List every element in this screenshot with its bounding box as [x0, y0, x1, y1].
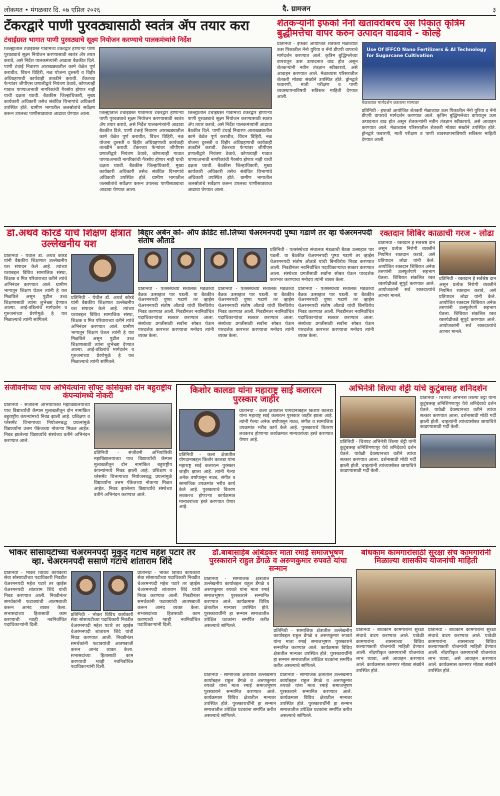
article-body-cont: प्रतिनिधी - सामाजिक क्षेत्रातील उल्लेखनीय कार्याबद्दल राहुल डेंगळे व अरुणकुमार रुपवते यांना माता रमाई समाजभूषण पुरस्काराने सन्मानित करण्यात आले. कार्यक्रमास विविध क्षेत्रातील मान्यवर उपस्थित होते. पुरस्कारार्थींनी हा सन्मान समाजातील उपेक्षित घटकांना समर्पित करीत असल्याचे सांगितले. — [273, 628, 352, 669]
person-photo — [71, 254, 134, 294]
article-body-cont: प्रतिनिधी - चित्रपट अभिनेत्री शिल्पा शेट्टी यांनी कुटुंबासह शनिशिंगणापूर येथे शनिदेवाचे दर्शन घेतले. यावेळी देवस्थानच्या वतीने त्यांचा सत्कार करण्यात आला. दर्शनासाठी मोठी गर्दी झाली होती. चाहत्यांनी त्यांच्यासोबत छायाचित्रे काढण्यासाठी गर्दी केली. — [340, 440, 416, 475]
article-body-cont: प्रतिनिधी - पतसंस्थेच्या संचालक मंडळाची बैठक उत्साहात पार पडली. या बैठकीत चेअरमनपदी पुष्पा गडाणे तर व्हाईस चेअरमनपदी संतोष औताडे यांची बिनविरोध निवड करण्यात आली. निवडीनंतर नवनिर्वाचित पदाधिकाऱ्यांचा सत्कार करण्यात आला. संस्थेच्या प्रगतीसाठी सर्वांना सोबत घेऊन पारदर्शक कारभार करण्याचा मनोदय त्यांनी व्यक्त केला. — [298, 286, 374, 339]
article-body-cont: प्रतिनिधी - संजीवनी अभियांत्रिकी महाविद्यालयाच्या पाच विद्यार्थ्यांची कॅम्पस मुलाखतीतून दोन नामांकित बहुराष्ट्रीय कंपन्यांमध्ये निवड झाली आहे. प्रशिक्षण व प्लेसमेंट विभागाच्या नियोजनबद्ध प्रयत्नांमुळे विद्यार्थ्यांना उत्तम पॅकेजच्या नोकऱ्या मिळत आहेत. निवड झालेल्या विद्यार्थ्यांचे संस्थेच्या वतीने अभिनंदन करण्यात आले. — [93, 451, 172, 498]
article-headline: शेतकऱ्यांनी इफको नॅनो खतावरोबरच उस पिकात कृत्रिम बुद्धीमत्तेचा वापर करुन उत्पादन वाढवावे - कोल्हे — [277, 19, 465, 40]
article-shilpa-shetty — [340, 384, 496, 544]
banner-text: Use Of IFFCO Nano Fertilizers & AI Technology for Sugarcane Cultivation — [366, 48, 487, 59]
article-dr-atharva — [4, 229, 134, 379]
chairman-photo — [138, 248, 168, 282]
article-body: प्रतिनिधी - चित्रपट अभिनेत्री शिल्पा शेट्टी यांनी कुटुंबासह शनिशिंगणापूर येथे शनिदेवाचे दर्शन घेतले. यावेळी देवस्थानच्या वतीने त्यांचा सत्कार करण्यात आला. दर्शनासाठी मोठी गर्दी झाली होती. चाहत्यांनी त्यांच्यासोबत छायाचित्रे काढण्यासाठी गर्दी केली. — [420, 396, 496, 431]
article-headline: डॉ.बाबासाहेब आंबेडकर माता रमाई समाजभूषण पुरस्काराने राहुल डेंगळे व अरुणकुमार रुपवते यांचा सन्मान — [209, 549, 347, 574]
article-headline: अभिनेत्री शिल्पा शेट्टी यांचे कुटुंबासह शनिदर्शन — [348, 384, 488, 393]
article-body-cont: जिल्ह्यातील टंचाईग्रस्त गावांमध्ये टँकरद्वारे होणाऱ्या पाणी पुरवठ्याचे सूक्ष्म नियोजन करण्यासाठी स्वतंत्र ॲप तयार करावे, असे निर्देश पालकमंत्र्यांनी आढावा बैठकीत दिले. पाणी टंचाई निवारण आराखड्यातील कामे वेळेत पूर्ण करावीत, विंधन विहिरी, नळ योजना दुरुस्ती व विहीर अधिग्रहणाची कार्यवाही तातडीने करावी. टँकरच्या फेऱ्यांवर जीपीएस प्रणालीद्वारे नियंत्रण ठेवावे, कोणत्याही गावात पाण्याअभावी नागरिकांची गैरसोय होणार नाही याची दक्षता घ्यावी. बैठकीस जिल्हाधिकारी, मुख्य कार्यकारी अधिकारी तसेच संबंधित विभागांचे अधिकारी उपस्थित होते. ग्रामीण भागातील जलस्रोतांचे सर्वेक्षण करून उपलब्ध पाणीसाठ्याचा आढावा घेण्यात आला. — [99, 111, 184, 193]
article-body: प्रतिनिधी - रक्तदान हे सर्वश्रेष्ठ दान असून प्रत्येक निरोगी व्यक्तीने नियमित रक्तदान करावे, असे प्रतिपादन लोढा यांनी केले. आयोजित रक्तदान शिबिरात अनेक तरुणांनी उत्स्फूर्तपणे सहभाग घेतला. शिबिरात संकलित रक्त रक्तपेढीकडे सुपूर्द करण्यात आले. आयोजकांनी सर्व रक्तदात्यांचे आभार मानले. — [378, 241, 435, 299]
article-body: प्रतिनिधी - इफको आयोजित शेतकरी मेळाव्यात ऊस पिकातील नॅनो युरिया व नॅनो डीएपी वापराचे मार्गदर्शन करण्यात आले. कृत्रिम बुद्धिमत्तेच्या वापरातून ऊस उत्पादनात वाढ होत असून शेतकऱ्यांनी नवीन तंत्रज्ञान स्वीकारावे, असे आवाहन करण्यात आले. मेळाव्यास परिसरातील शेतकरी मोठ्या संख्येने उपस्थित होते. ड्रोनद्वारे फवारणी, माती परीक्षण व पाणी व्यवस्थापनाविषयी सविस्तर माहिती देण्यात आली. — [277, 42, 358, 101]
article-sanjivani — [4, 384, 172, 544]
article-body: जिल्ह्यातील टंचाईग्रस्त गावांमध्ये टँकरद्वारे होणाऱ्या पाणी पुरवठ्याचे सूक्ष्म नियोजन करण्यासाठी स्वतंत्र ॲप तयार करावे, असे निर्देश पालकमंत्र्यांनी आढावा बैठकीत दिले. पाणी टंचाई निवारण आराखड्यातील कामे वेळेत पूर्ण करावीत, विंधन विहिरी, नळ योजना दुरुस्ती व विहीर अधिग्रहणाची कार्यवाही तातडीने करावी. टँकरच्या फेऱ्यांवर जीपीएस प्रणालीद्वारे नियंत्रण ठेवावे, कोणत्याही गावात पाण्याअभावी नागरिकांची गैरसोय होणार नाही याची दक्षता घ्यावी. बैठकीस जिल्हाधिकारी, मुख्य कार्यकारी अधिकारी तसेच संबंधित विभागांचे अधिकारी उपस्थित होते. ग्रामीण भागातील जलस्रोतांचे सर्वेक्षण करून उपलब्ध पाणीसाठ्याचा आढावा घेण्यात आला. — [4, 47, 96, 117]
blood-camp-photo — [439, 241, 496, 275]
article-body-cont: प्रतिनिधी - सामाजिक क्षेत्रातील उल्लेखनीय कार्याबद्दल राहुल डेंगळे व अरुणकुमार रुपवते यांना माता रमाई समाजभूषण पुरस्काराने सन्मानित करण्यात आले. कार्यक्रमास विविध क्षेत्रातील मान्यवर उपस्थित होते. पुरस्कारार्थींनी हा सन्मान समाजातील उपेक्षित घटकांना समर्पित करीत असल्याचे सांगितले. — [280, 672, 352, 719]
article-body-cont: जिल्ह्यातील टंचाईग्रस्त गावांमध्ये टँकरद्वारे होणाऱ्या पाणी पुरवठ्याचे सूक्ष्म नियोजन करण्यासाठी स्वतंत्र ॲप तयार करावे, असे निर्देश पालकमंत्र्यांनी आढावा बैठकीत दिले. पाणी टंचाई निवारण आराखड्यातील कामे वेळेत पूर्ण करावीत, विंधन विहिरी, नळ योजना दुरुस्ती व विहीर अधिग्रहणाची कार्यवाही तातडीने करावी. टँकरच्या फेऱ्यांवर जीपीएस प्रणालीद्वारे नियंत्रण ठेवावे, कोणत्याही गावात पाण्याअभावी नागरिकांची गैरसोय होणार नाही याची दक्षता घ्यावी. बैठकीस जिल्हाधिकारी, मुख्य कार्यकारी अधिकारी तसेच संबंधित विभागांचे अधिकारी उपस्थित होते. ग्रामीण भागातील जलस्रोतांचे सर्वेक्षण करून उपलब्ध पाणीसाठ्याचा आढावा घेण्यात आला. — [187, 111, 272, 193]
vice-chairman-photo — [171, 248, 201, 282]
article-body-cont: प्रतिनिधी - सामाजिक क्षेत्रातील उल्लेखनीय कार्याबद्दल राहुल डेंगळे व अरुणकुमार रुपवते यांना माता रमाई समाजभूषण पुरस्काराने सन्मानित करण्यात आले. कार्यक्रमास विविध क्षेत्रातील मान्यवर उपस्थित होते. पुरस्कारार्थींनी हा सन्मान समाजातील उपेक्षित घटकांना समर्पित करीत असल्याचे सांगितले. — [204, 672, 276, 719]
vice-chairman-photo — [103, 571, 133, 611]
article-samaj-bhushan — [204, 549, 352, 792]
article-body: प्रतिनिधी - संजीवनी अभियांत्रिकी महाविद्यालयाच्या पाच विद्यार्थ्यांची कॅम्पस मुलाखतीतून दोन नामांकित बहुराष्ट्रीय कंपन्यांमध्ये निवड झाली आहे. प्रशिक्षण व प्लेसमेंट विभागाच्या नियोजनबद्ध प्रयत्नांमुळे विद्यार्थ्यांना उत्तम पॅकेजच्या नोकऱ्या मिळत आहेत. निवड झालेल्या विद्यार्थ्यांचे संस्थेच्या वतीने अभिनंदन करण्यात आले. — [4, 403, 90, 444]
darshan-photo — [340, 396, 416, 438]
article-body-cont: प्रतिनिधी - कला क्षेत्रातील योगदानाबद्दल किशोर कालडा यांना महाराष्ट्र साई कलारत्न पुरस्कार जाहीर झाला आहे. त्यांनी गेल्या अनेक वर्षांपासून नाट्य, संगीत व सामाजिक उपक्रमांत भरीव कार्य केले आहे. पुरस्काराचे वितरण लवकरच होणाऱ्या कार्यक्रमात मान्यवरांच्या हस्ते करण्यात येणार आहे. — [179, 452, 236, 511]
article-body-cont: प्रतिनिधी - भोकर विविध कार्यकारी सेवा सोसायटीच्या पदाधिकारी निवडीत चेअरमनपदी महेश पटारे तर व्हाईस चेअरमनपदी शांताराम शिंदे यांची निवड करण्यात आली. निवडीनंतर समर्थकांनी फटाक्यांची आतषबाजी करून आनंद व्यक्त केला. सभासदांच्या हितासाठी काम करण्याची ग्वाही नवनिर्वाचित पदाधिकाऱ्यांनी दिली. — [137, 570, 200, 629]
article-body-cont: प्रतिनिधी - भोकर विविध कार्यकारी सेवा सोसायटीच्या पदाधिकारी निवडीत चेअरमनपदी महेश पटारे तर व्हाईस चेअरमनपदी शांताराम शिंदे यांची निवड करण्यात आली. निवडीनंतर समर्थकांनी फटाक्यांची आतषबाजी करून आनंद व्यक्त केला. सभासदांच्या हितासाठी काम करण्याची ग्वाही नवनिर्वाचित पदाधिकाऱ्यांनी दिली. — [70, 612, 134, 671]
folio-masthead: दै. ग्रामजन — [282, 4, 311, 13]
article-body-cont: प्रतिनिधी - इफको आयोजित शेतकरी मेळाव्यात ऊस पिकातील नॅनो युरिया व नॅनो डीएपी वापराचे मार्गदर्शन करण्यात आले. कृत्रिम बुद्धिमत्तेच्या वापरातून ऊस उत्पादनात वाढ होत असून शेतकऱ्यांनी नवीन तंत्रज्ञान स्वीकारावे, असे आवाहन करण्यात आले. मेळाव्यास परिसरातील शेतकरी मोठ्या संख्येने उपस्थित होते. ड्रोनद्वारे फवारणी, माती परीक्षण व पाणी व्यवस्थापनाविषयी सविस्तर माहिती देण्यात आली. — [361, 108, 496, 143]
article-construction-workers — [356, 549, 496, 792]
workers-photo — [356, 569, 496, 625]
article-headline: बांधकाम कामगारांसाठी सुरक्षा संच कामगारांनी मिळाल्या शासकीय योजनांची माहिती — [361, 549, 491, 566]
temple-photo — [420, 434, 496, 468]
article-body-cont: प्रतिनिधी - पतसंस्थेच्या संचालक मंडळाची बैठक उत्साहात पार पडली. या बैठकीत चेअरमनपदी पुष्पा गडाणे तर व्हाईस चेअरमनपदी संतोष औताडे यांची बिनविरोध निवड करण्यात आली. निवडीनंतर नवनिर्वाचित पदाधिकाऱ्यांचा सत्कार करण्यात आला. संस्थेच्या प्रगतीसाठी सर्वांना सोबत घेऊन पारदर्शक कारभार करण्याचा मनोदय त्यांनी व्यक्त केला. — [138, 286, 214, 339]
member-photo — [237, 248, 267, 282]
article-blood-donation — [378, 229, 496, 379]
member-photo — [204, 248, 234, 282]
article-body: प्रतिनिधी - येथील डॉ. अथर्व कोरडे यांनी वैद्यकीय शिक्षणात उल्लेखनीय यश संपादन केले आहे. त्यांच्या यशाबद्दल विविध सामाजिक संस्था, शिक्षक व मित्र परिवाराच्या वतीने त्यांचे अभिनंदन करण्यात आले. ग्रामीण भागातून शिक्षण घेऊन त्यांनी हे यश मिळविले असून पुढील उच्च शिक्षणासाठी त्यांना शुभेच्छा देण्यात आल्या. आई-वडिलांचे मार्गदर्शन व गुरुजनांच्या प्रेरणेमुळे हे यश मिळाल्याचे त्यांनी सांगितले. — [4, 253, 67, 324]
chairman-photo — [71, 571, 101, 611]
article-body: प्रतिनिधी - सामाजिक क्षेत्रातील उल्लेखनीय कार्याबद्दल राहुल डेंगळे व अरुणकुमार रुपवते यांना माता रमाई समाजभूषण पुरस्काराने सन्मानित करण्यात आले. कार्यक्रमास विविध क्षेत्रातील मान्यवर उपस्थित होते. पुरस्कारार्थींनी हा सन्मान समाजातील उपेक्षित घटकांना समर्पित करीत असल्याचे सांगितले. — [204, 576, 270, 629]
article-body-cont: प्रतिनिधी - बांधकाम कामगारांना सुरक्षा संचाचे वाटप करण्यात आले. यावेळी कामगारांना शासनाच्या विविध कल्याणकारी योजनांची माहिती देण्यात आली. नोंदणीकृत कामगारांनी योजनांचा लाभ घ्यावा, असे आवाहन करण्यात आले. कार्यक्रमास कामगार मोठ्या संख्येने उपस्थित होते. — [428, 627, 496, 674]
article-body: प्रतिनिधी - कला क्षेत्रातील योगदानाबद्दल किशोर कालडा यांना महाराष्ट्र साई कलारत्न पुरस्कार जाहीर झाला आहे. त्यांनी गेल्या अनेक वर्षांपासून नाट्य, संगीत व सामाजिक उपक्रमांत भरीव कार्य केले आहे. पुरस्काराचे वितरण लवकरच होणाऱ्या कार्यक्रमात मान्यवरांच्या हस्ते करण्यात येणार आहे. — [239, 408, 333, 443]
article-headline: संजीवनीच्या पाच अभियंत्यांना सॉफ्ट कोर्सयुक्ते दोन बहुराष्ट्रीय कंपन्यांमध्ये नोकरी — [4, 384, 172, 401]
iffco-event-photo — [362, 42, 496, 100]
article-bhokar-society — [4, 549, 200, 792]
article-iffco-nano — [277, 19, 496, 224]
folio-page-number: ३ — [492, 5, 496, 14]
article-body: प्रतिनिधी - भोकर विविध कार्यकारी सेवा सोसायटीच्या पदाधिकारी निवडीत चेअरमनपदी महेश पटारे तर व्हाईस चेअरमनपदी शांताराम शिंदे यांची निवड करण्यात आली. निवडीनंतर समर्थकांनी फटाक्यांची आतषबाजी करून आनंद व्यक्त केला. सभासदांच्या हितासाठी काम करण्याची ग्वाही नवनिर्वाचित पदाधिकाऱ्यांनी दिली. — [4, 570, 67, 629]
students-photo — [94, 403, 172, 449]
article-body-cont: प्रतिनिधी - पतसंस्थेच्या संचालक मंडळाची बैठक उत्साहात पार पडली. या बैठकीत चेअरमनपदी पुष्पा गडाणे तर व्हाईस चेअरमनपदी संतोष औताडे यांची बिनविरोध निवड करण्यात आली. निवडीनंतर नवनिर्वाचित पदाधिकाऱ्यांचा सत्कार करण्यात आला. संस्थेच्या प्रगतीसाठी सर्वांना सोबत घेऊन पारदर्शक कारभार करण्याचा मनोदय त्यांनी व्यक्त केला. — [218, 286, 294, 339]
award-ceremony-photo — [273, 577, 352, 627]
article-kishor-kalda — [176, 384, 336, 544]
article-headline: रक्तदान शिबिर काळाची गरज - लोढा — [380, 229, 494, 238]
folio-date: लोकमत • मंगळवार दि. ०७ एप्रिल २०२६ — [4, 5, 101, 14]
article-body-cont: प्रतिनिधी - रक्तदान हे सर्वश्रेष्ठ दान असून प्रत्येक निरोगी व्यक्तीने नियमित रक्तदान करावे, असे प्रतिपादन लोढा यांनी केले. आयोजित रक्तदान शिबिरात अनेक तरुणांनी उत्स्फूर्तपणे सहभाग घेतला. शिबिरात संकलित रक्त रक्तपेढीकडे सुपूर्द करण्यात आले. आयोजकांनी सर्व रक्तदात्यांचे आभार मानले. — [439, 277, 496, 335]
article-body: प्रतिनिधी - पतसंस्थेच्या संचालक मंडळाची बैठक उत्साहात पार पडली. या बैठकीत चेअरमनपदी पुष्पा गडाणे तर व्हाईस चेअरमनपदी संतोष औताडे यांची बिनविरोध निवड करण्यात आली. निवडीनंतर नवनिर्वाचित पदाधिकाऱ्यांचा सत्कार करण्यात आला. संस्थेच्या प्रगतीसाठी सर्वांना सोबत घेऊन पारदर्शक कारभार करण्याचा मनोदय त्यांनी व्यक्त केला. — [270, 248, 374, 283]
article-headline: बिहार अर्बन को- ऑप क्रेडिट सो.लिच्या चेअरमनपदी पुष्पा गडाणे तर व्हा चेअरमनपदी संतोष औताडे — [138, 229, 373, 246]
article-tanker-app — [4, 19, 272, 224]
article-credit-society — [138, 229, 374, 379]
article-body-cont: प्रतिनिधी - येथील डॉ. अथर्व कोरडे यांनी वैद्यकीय शिक्षणात उल्लेखनीय यश संपादन केले आहे. त्यांच्या यशाबद्दल विविध सामाजिक संस्था, शिक्षक व मित्र परिवाराच्या वतीने त्यांचे अभिनंदन करण्यात आले. ग्रामीण भागातून शिक्षण घेऊन त्यांनी हे यश मिळविले असून पुढील उच्च शिक्षणासाठी त्यांना शुभेच्छा देण्यात आल्या. आई-वडिलांचे मार्गदर्शन व गुरुजनांच्या प्रेरणेमुळे हे यश मिळाल्याचे त्यांनी सांगितले. — [71, 295, 134, 366]
article-headline: किशोर कालडा यांना महाराष्ट्र साई कलारत्न पुरस्कार जाहीर — [190, 386, 322, 406]
article-body: प्रतिनिधी - बांधकाम कामगारांना सुरक्षा संचाचे वाटप करण्यात आले. यावेळी कामगारांना शासनाच्या विविध कल्याणकारी योजनांची माहिती देण्यात आली. नोंदणीकृत कामगारांनी योजनांचा लाभ घ्यावा, असे आवाहन करण्यात आले. कार्यक्रमास कामगार मोठ्या संख्येने उपस्थित होते. — [356, 627, 424, 674]
article-subhead: टंचाईग्रस्त भागात पाणी पुरवठ्याचे सूक्ष्म नियोजन करण्याचे पालकमंत्र्यांचे निर्देश — [4, 35, 192, 44]
awardee-photo — [179, 409, 235, 451]
meeting-photo — [99, 47, 272, 109]
article-headline: डॉ.अथर्व कोरडे यांचे शिक्षण क्षेत्रात उल्लेखनीय यश — [6, 229, 132, 250]
page-folio — [4, 3, 496, 16]
photo-caption: मेळाव्यात मार्गदर्शन करताना मान्यवर — [361, 101, 419, 107]
article-headline: टँकरद्वारे पाणी पुरवठ्यासाठी स्वतंत्र ॲप तयार करा — [4, 19, 250, 34]
article-headline: भोकर सोसायटीच्या चेअरमनपदी मुकुंद गटाचे महेश पटारे तर व्हा. चेअरमनपदी ससाणे गटाचे शांताराम शिंदे — [8, 549, 196, 568]
